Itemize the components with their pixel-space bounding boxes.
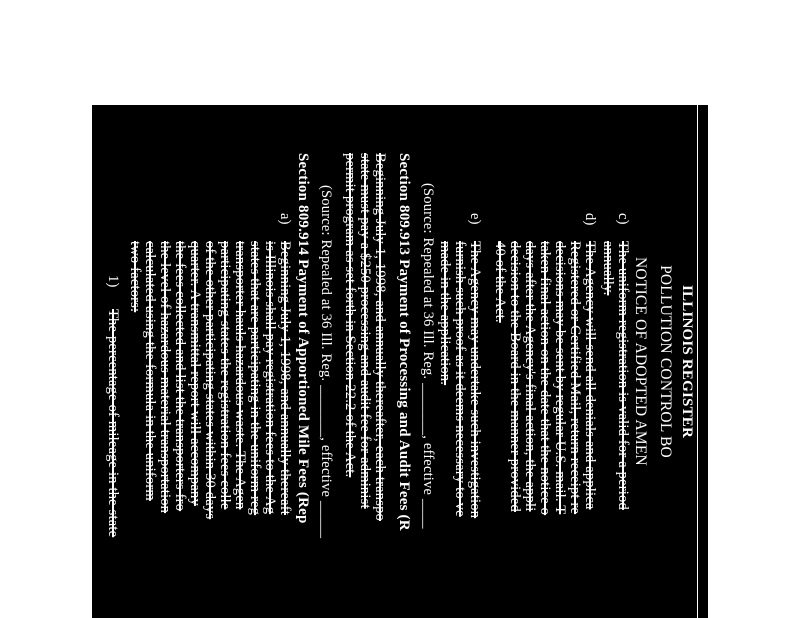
para-a-marker: a) — [277, 213, 293, 225]
board-title: POLLUTION CONTROL BO — [657, 265, 674, 458]
para-a-line: the fees collected and list the transporters fro — [172, 241, 188, 512]
para-e-line: made in the application. — [437, 241, 453, 386]
para-a-line: the level of hazardous material transportation — [157, 241, 173, 514]
para-d-line: Registered or Certified Mail, return receipt re — [567, 241, 583, 515]
para-a-line: of the other participating states within 30 days — [202, 241, 218, 520]
para-d-line: days after the Agency's final action, the appli — [522, 241, 538, 512]
para-a-line: two factors: — [127, 241, 143, 313]
para-a-line: Beginning July 1, 1998, and annually thereaft — [277, 241, 293, 515]
section-913-line: state must pay a $250 processing and audit fee for administ — [357, 153, 373, 509]
para-d-line: decisions may be sent by regular U.S. mail. T — [552, 241, 568, 515]
para-d-marker: d) — [582, 213, 598, 226]
para-d-line: 40 of the Act. — [492, 241, 508, 323]
notice-title: NOTICE OF ADOPTED AMEN — [632, 257, 649, 466]
para-e-marker: e) — [467, 213, 483, 225]
para-a-line: quarter. A transmittal report will accompany — [187, 241, 203, 506]
source-note: (Source: Repealed at 36 Ill. Reg. _______, effective _____ — [318, 185, 334, 539]
section-914-heading: Section 809.914 Payment of Apportioned Mile Fees (Rep — [295, 153, 311, 524]
para-a-line: is Illinois shall pay registration fees to the Ag — [262, 241, 278, 515]
para-a-line: states that are participating in the uniform reg — [247, 241, 263, 516]
section-913-heading: Section 809.913 Payment of Processing and Audit Fees (R — [396, 153, 412, 531]
para-a-line: participating states the registration fees colle — [217, 241, 233, 510]
para-1-marker: 1) — [105, 275, 121, 288]
register-title: ILLINOIS REGISTER — [679, 284, 695, 439]
rotated-text-page — [92, 105, 708, 618]
header-rule — [697, 105, 698, 618]
para-a-line: calculated using the formula in the uniform — [142, 241, 158, 501]
section-913-line: permit program as set forth in Section 22.2 of the Act. — [342, 153, 358, 478]
para-c-line: annually. — [600, 241, 616, 296]
para-d-line: taken final action on the date that the notice o — [537, 241, 553, 516]
para-c-line: The uniform registration is valid for a period — [615, 241, 631, 510]
para-a-line: transporter hauls hazardous waste. The Agen — [232, 241, 248, 510]
para-e-line: furnish such proof as it deems necessary to ve — [452, 241, 468, 517]
scanned-page — [92, 105, 708, 618]
section-913-line: Beginning July 1, 1998, and annually thereafter, each transpo — [372, 153, 388, 521]
para-d-line: decision to the Board in the manner provided — [507, 241, 523, 512]
para-c-marker: c) — [615, 213, 631, 225]
source-note: (Source: Repealed at 36 Ill. Reg. _______, effective ____ — [420, 183, 436, 529]
para-e-line: The Agency may undertake such investigation — [467, 241, 483, 519]
para-1-line: The percentage of mileage in the state — [105, 309, 121, 538]
para-d-line: The Agency will send all denials and applica — [582, 241, 598, 510]
